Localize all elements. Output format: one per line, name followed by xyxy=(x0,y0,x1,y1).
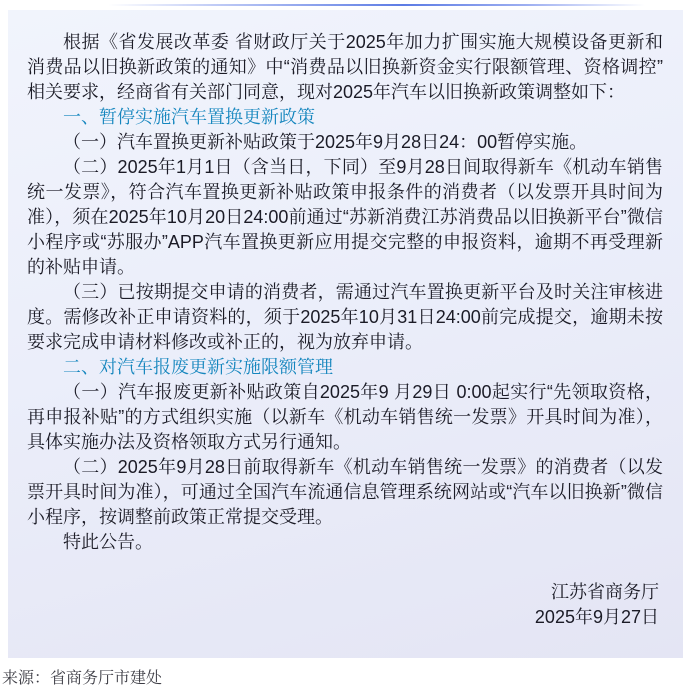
closing-line: 特此公告。 xyxy=(63,532,153,552)
section-2-item-1: （一）汽车报废更新补贴政策自2025年9 月29日 0:00起实行“先领取资格，再申报补贴”的方式组织实施（以新车《机动车销售统一发票》开具时间为准），具体实施办法及资格领取方式另行通知。 xyxy=(27,382,663,452)
source-caption: 来源：省商务厅市建处 xyxy=(2,670,163,687)
section-2-item-2: （二）2025年9月28日前取得新车《机动车销售统一发票》的消费者（以发票开具时间为准），可通过全国汽车流通信息管理系统网站或“汽车以旧换新”微信小程序，按调整前政策正常提交受理。 xyxy=(27,457,663,527)
section-1-item-3: （三）已按期提交申请的消费者，需通过汽车置换更新平台及时关注审核进度。需修改补正申请资料的，须于2025年10月31日24:00前完成提交，逾期未按要求完成申请材料修改或补正的，视为放弃申请。 xyxy=(27,282,663,352)
section-1-heading: 一、暂停实施汽车置换更新政策 xyxy=(63,107,315,127)
section-2-heading: 二、对汽车报废更新实施限额管理 xyxy=(63,357,333,377)
section-1-item-2: （二）2025年1月1日（含当日，下同）至9月28日间取得新车《机动车销售统一发票》，符合汽车置换更新补贴政策申报条件的消费者（以发票开具时间为准），须在2025年10月20日24:00前通过“苏新消费江苏消费品以旧换新平台”微信小程序或“苏服办”APP汽车置换更新应用提交完整的申报资料，逾期不再受理新的补贴申请。 xyxy=(27,157,663,277)
intro-paragraph: 根据《省发展改革委 省财政厅关于2025年加力扩围实施大规模设备更新和消费品以旧换新政策的通知》中“消费品以旧换新资金实行限额管理、资格调控”相关要求，经商省有关部门同意，现对2025年汽车以旧换新政策调整如下： xyxy=(27,32,663,102)
issue-date: 2025年9月27日 xyxy=(534,607,659,627)
signature-block xyxy=(27,580,663,630)
notice-card xyxy=(8,10,683,658)
section-1-item-1: （一）汽车置换更新补贴政策于2025年9月28日24：00暂停实施。 xyxy=(63,132,588,152)
issuer-name: 江苏省商务厅 xyxy=(551,582,659,602)
top-divider-rule xyxy=(108,4,645,6)
